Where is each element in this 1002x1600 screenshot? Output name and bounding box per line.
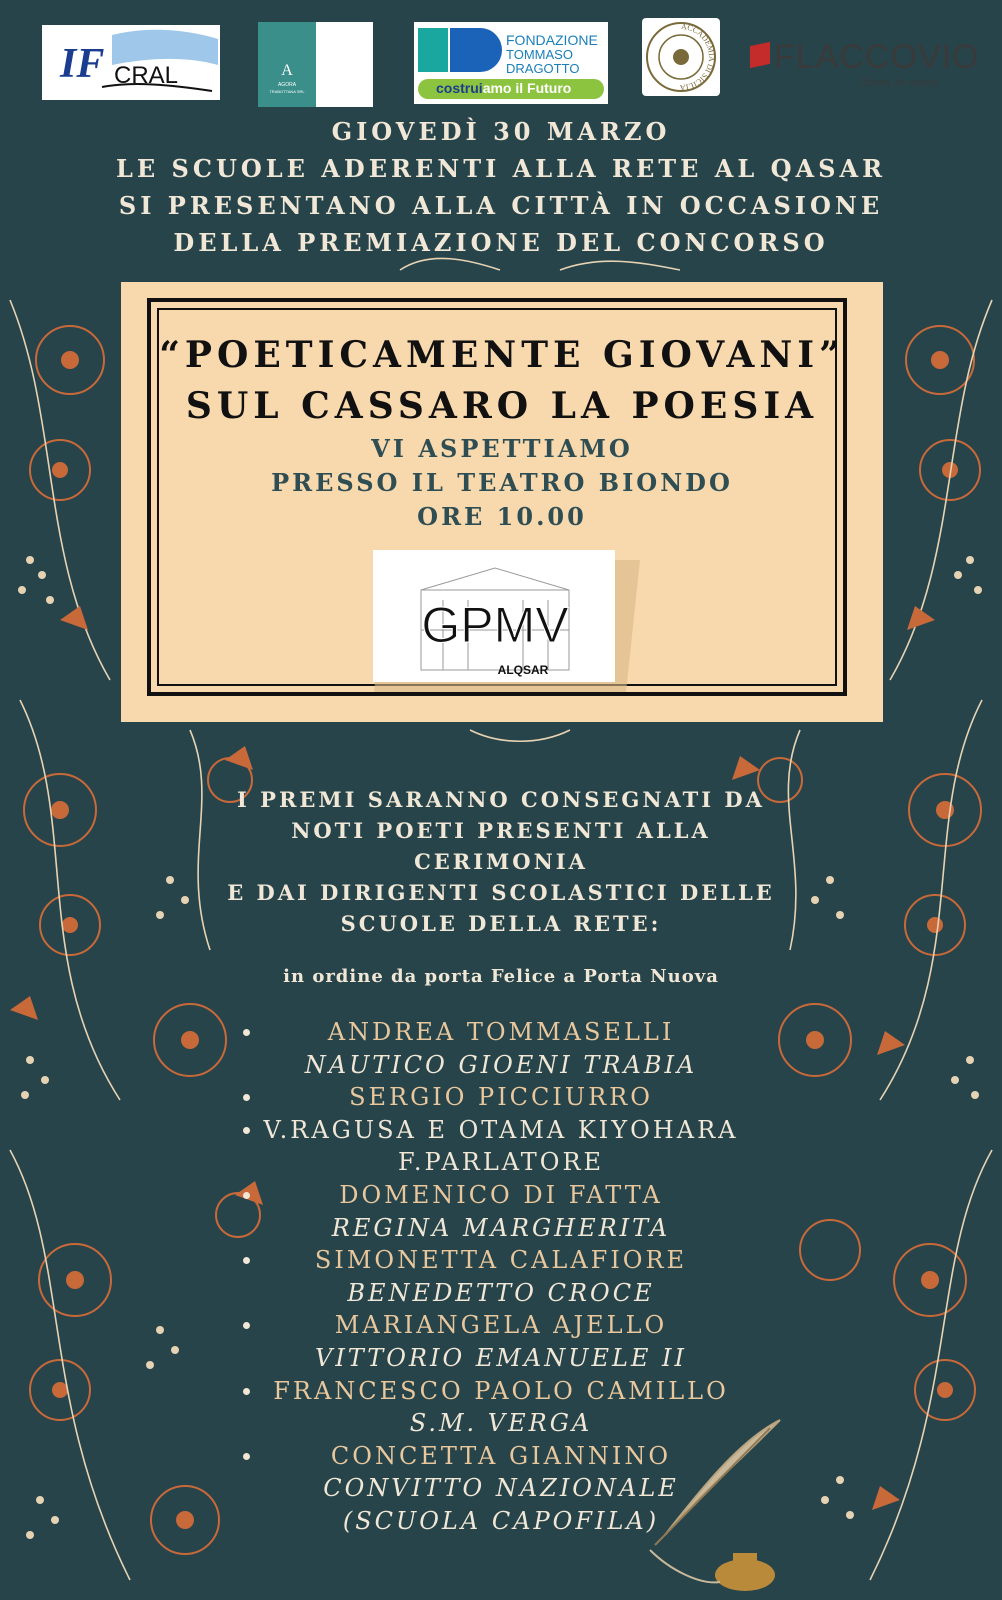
list-item: S.M. VERGA [409, 1409, 593, 1438]
flaccovio-logo: FLACCOVIO libera la mente [750, 34, 990, 94]
list-item: F.PARLATORE [397, 1148, 605, 1177]
fondazione-dragotto-logo: FONDAZIONE TOMMASO DRAGOTTO costruiamo il Futuro [414, 22, 608, 104]
svg-text:GPMV: GPMV [421, 597, 569, 653]
list-item: CONVITTO NAZIONALE [323, 1474, 679, 1503]
header-line: LE SCUOLE ADERENTI ALLA RETE AL QASAR [115, 154, 887, 183]
list-item: FRANCESCO PAOLO CAMILLO [0, 1375, 1002, 1408]
awards-description: I PREMI SARANNO CONSEGNATI DA NOTI POETI PRESENTI ALLA CERIMONIA E DAI DIRIGENTI SCOLASTICI DELLE SCUOLE DELLA RETE: [227, 787, 775, 936]
list-item: SIMONETTA CALAFIORE [0, 1244, 1002, 1277]
event-card [121, 282, 883, 722]
list-item: NAUTICO GIOENI TRABIA [304, 1050, 698, 1079]
bullet-icon [243, 1192, 250, 1199]
alqasar-logo [373, 550, 625, 688]
list-item: BENEDETTO CROCE [347, 1278, 655, 1307]
svg-text:CRAL: CRAL [114, 62, 179, 89]
list-item: VITTORIO EMANUELE II [314, 1343, 688, 1372]
bullet-icon [243, 1094, 250, 1101]
event-title: “POETICAMENTE GIOVANI” SUL CASSARO LA POESIA [159, 334, 845, 427]
order-note: in ordine da porta Felice a Porta Nuova [283, 966, 719, 987]
svg-text:ACCADEMIA DI SICILIA: ACCADEMIA DI SICILIA [679, 21, 717, 93]
schools-list [0, 1016, 1002, 1538]
list-item: CONCETTA GIANNINO [0, 1440, 1002, 1473]
list-item: SERGIO PICCIURRO [0, 1081, 1002, 1114]
agora-logo: A AGORA TRABOTTANA SRL [258, 22, 373, 107]
list-item: MARIANGELA AJELLO [0, 1309, 1002, 1342]
book-icon [750, 42, 770, 68]
bullet-icon [243, 1127, 250, 1134]
header-date: GIOVEDÌ 30 MARZO [331, 117, 671, 146]
event-header [0, 113, 1002, 261]
list-item: V.RAGUSA E OTAMA KIYOHARA [0, 1114, 1002, 1147]
bullet-icon [243, 1388, 250, 1395]
bullet-icon [243, 1029, 250, 1036]
bullet-icon [243, 1322, 250, 1329]
cral-logo [42, 25, 220, 100]
list-item: ANDREA TOMMASELLI [0, 1016, 1002, 1049]
bullet-icon [243, 1257, 250, 1264]
accademia-di-sicilia-logo [642, 18, 720, 96]
event-info: VI ASPETTIAMO PRESSO IL TEATRO BIONDO ORE 10.00 [271, 434, 733, 531]
list-item: REGINA MARGHERITA [331, 1213, 671, 1242]
header-line: DELLA PREMIAZIONE DEL CONCORSO [173, 228, 829, 257]
list-item: (SCUOLA CAPOFILA) [342, 1506, 660, 1535]
svg-text:IF: IF [60, 41, 105, 87]
list-item: DOMENICO DI FATTA [0, 1179, 1002, 1212]
header-line: SI PRESENTANO ALLA CITTÀ IN OCCASIONE [118, 191, 884, 220]
bullet-icon [243, 1453, 250, 1460]
svg-text:ALQSAR: ALQSAR [497, 663, 549, 677]
